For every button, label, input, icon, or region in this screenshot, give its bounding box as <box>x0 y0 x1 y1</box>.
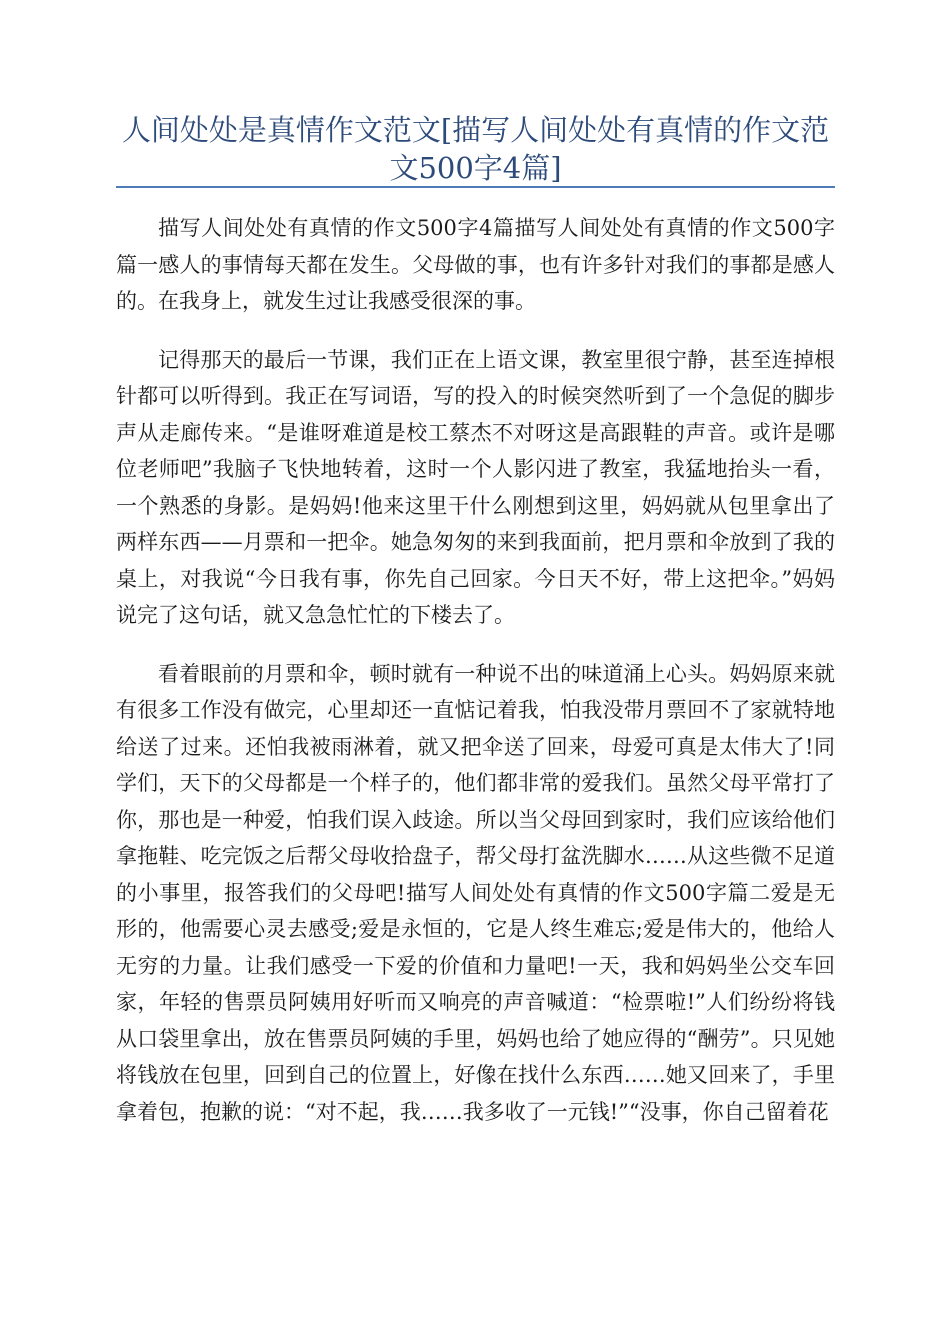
title-divider <box>116 186 835 188</box>
document-body <box>116 210 835 1152</box>
paragraph-1: 描写人间处处有真情的作文500字4篇描写人间处处有真情的作文500字篇一感人的事情每天都在发生。父母做的事，也有许多针对我们的事都是感人的。在我身上，就发生过让我感受很深的事。 <box>116 216 835 313</box>
paragraph-3: 看着眼前的月票和伞，顿时就有一种说不出的味道涌上心头。妈妈原来就有很多工作没有做完，心里却还一直惦记着我，怕我没带月票回不了家就特地给送了过来。还怕我被雨淋着，就又把伞送了回来，母爱可真是太伟大了!同学们，天下的父母都是一个样子的，他们都非常的爱我们。虽然父母平常打了你，那也是一种爱，怕我们误入歧途。所以当父母回到家时，我们应该给他们拿拖鞋、吃完饭之后帮父母收拾盘子，帮父母打盆洗脚水……从这些微不足道的小事里，报答我们的父母吧!描写人间处处有真情的作文500字篇二爱是无形的，他需要心灵去感受;爱是永恒的，它是人终生难忘;爱是伟大的，他给人无穷的力量。让我们感受一下爱的价值和力量吧!一天，我和妈妈坐公交车回家，年轻的售票员阿姨用好听而又响亮的声音喊道：“检票啦!”人们纷纷将钱从口袋里拿出，放在售票员阿姨的手里，妈妈也给了她应得的“酬劳”。只见她将钱放在包里，回到自己的位置上，好像在找什么东西……她又回来了，手里拿着包，抱歉的说：“对不起，我……我多收了一元钱!”“没事，你自己留着花 <box>116 661 835 1124</box>
document-title: 人间处处是真情作文范文[描写人间处处有真情的作文范文500字4篇] <box>121 113 830 185</box>
paragraph-2: 记得那天的最后一节课，我们正在上语文课，教室里很宁静，甚至连掉根针都可以听得到。我正在写词语，写的投入的时候突然听到了一个急促的脚步声从走廊传来。“是谁呀难道是校工蔡杰不对呀这是高跟鞋的声音。或许是哪位老师吧”我脑子飞快地转着，这时一个人影闪进了教室，我猛地抬头一看，一个熟悉的身影。是妈妈!他来这里干什么刚想到这里，妈妈就从包里拿出了两样东西——月票和一把伞。她急匆匆的来到我面前，把月票和伞放到了我的桌上，对我说“今日我有事，你先自己回家。今日天不好，带上这把伞。”妈妈说完了这句话，就又急急忙忙的下楼去了。 <box>116 347 835 627</box>
